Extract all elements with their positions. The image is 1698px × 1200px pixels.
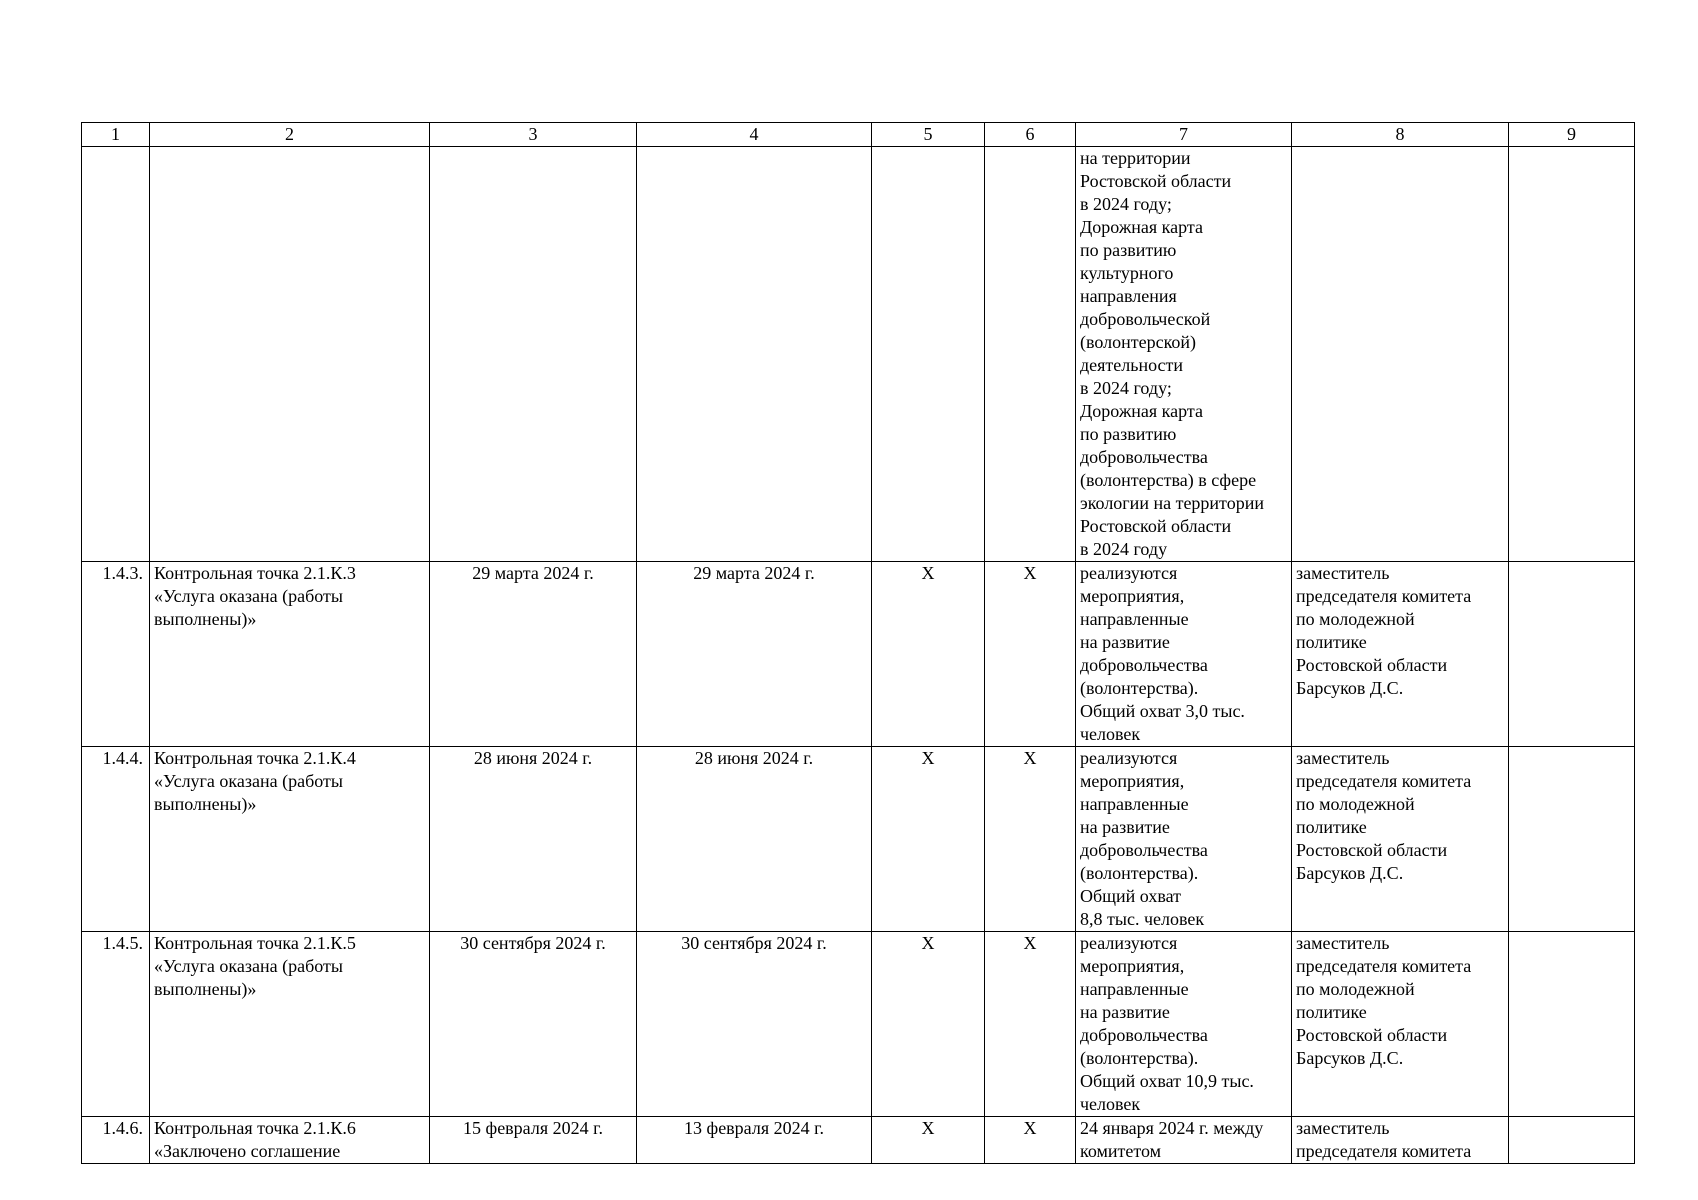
- cell-responsible: заместитель председателя комитета по молодежной политике Ростовской области Барсуков Д.С.: [1292, 932, 1509, 1117]
- table-header: [82, 123, 1635, 147]
- table-row: [82, 562, 1635, 747]
- cell-responsible: заместитель председателя комитета по молодежной политике Ростовской области Барсуков Д.С.: [1292, 562, 1509, 747]
- cell-date-fact: 30 сентября 2024 г.: [637, 932, 872, 1117]
- cell-result: реализуются мероприятия, направленные на развитие добровольчества (волонтерства). Общий охват 10,9 тыс. человек: [1076, 932, 1292, 1117]
- cell-responsible: заместитель председателя комитета по молодежной политике Ростовской области Барсуков Д.С.: [1292, 747, 1509, 932]
- cell-col9: [1509, 562, 1635, 747]
- cell-empty: [1509, 147, 1635, 562]
- cell-col9: [1509, 1117, 1635, 1164]
- table-body: [82, 147, 1635, 1164]
- cell-name: Контрольная точка 2.1.К.5 «Услуга оказана (работы выполнены)»: [150, 932, 430, 1117]
- cell-number: 1.4.4.: [82, 747, 150, 932]
- cell-date-fact: 29 марта 2024 г.: [637, 562, 872, 747]
- cell-result: реализуются мероприятия, направленные на развитие добровольчества (волонтерства). Общий охват 3,0 тыс. человек: [1076, 562, 1292, 747]
- cell-date-plan: 15 февраля 2024 г.: [430, 1117, 637, 1164]
- cell-col6: X: [985, 747, 1076, 932]
- cell-date-fact: 13 февраля 2024 г.: [637, 1117, 872, 1164]
- cell-empty: [1292, 147, 1509, 562]
- cell-number: 1.4.6.: [82, 1117, 150, 1164]
- table-row: [82, 932, 1635, 1117]
- header-col-7: 7: [1076, 123, 1292, 147]
- table-row: [82, 1117, 1635, 1164]
- report-table: [81, 122, 1635, 1164]
- cell-result-continuation: на территории Ростовской области в 2024 году; Дорожная карта по развитию культурного направления добровольческой (волонтерской) деятельности в 2024 году; Дорожная карта по развитию добровольчества (волонтерства) в сфере экологии на территории Ростовской области в 2024 году: [1076, 147, 1292, 562]
- cell-empty: [430, 147, 637, 562]
- table-row: [82, 747, 1635, 932]
- cell-empty: [872, 147, 985, 562]
- cell-date-plan: 30 сентября 2024 г.: [430, 932, 637, 1117]
- cell-col6: X: [985, 562, 1076, 747]
- cell-col5: X: [872, 562, 985, 747]
- cell-date-plan: 28 июня 2024 г.: [430, 747, 637, 932]
- cell-date-plan: 29 марта 2024 г.: [430, 562, 637, 747]
- cell-empty: [985, 147, 1076, 562]
- cell-date-fact: 28 июня 2024 г.: [637, 747, 872, 932]
- header-col-8: 8: [1292, 123, 1509, 147]
- cell-number: 1.4.5.: [82, 932, 150, 1117]
- header-row: [82, 123, 1635, 147]
- header-col-1: 1: [82, 123, 150, 147]
- cell-responsible: заместитель председателя комитета: [1292, 1117, 1509, 1164]
- cell-name: Контрольная точка 2.1.К.4 «Услуга оказана (работы выполнены)»: [150, 747, 430, 932]
- header-col-4: 4: [637, 123, 872, 147]
- cell-result: 24 января 2024 г. между комитетом: [1076, 1117, 1292, 1164]
- table-row-continuation: [82, 147, 1635, 562]
- header-col-5: 5: [872, 123, 985, 147]
- cell-col9: [1509, 932, 1635, 1117]
- cell-col5: X: [872, 747, 985, 932]
- cell-col5: X: [872, 1117, 985, 1164]
- cell-col6: X: [985, 1117, 1076, 1164]
- cell-col5: X: [872, 932, 985, 1117]
- cell-number: 1.4.3.: [82, 562, 150, 747]
- cell-name: Контрольная точка 2.1.К.3 «Услуга оказана (работы выполнены)»: [150, 562, 430, 747]
- header-col-9: 9: [1509, 123, 1635, 147]
- cell-result: реализуются мероприятия, направленные на развитие добровольчества (волонтерства). Общий охват 8,8 тыс. человек: [1076, 747, 1292, 932]
- cell-empty: [82, 147, 150, 562]
- header-col-2: 2: [150, 123, 430, 147]
- header-col-6: 6: [985, 123, 1076, 147]
- header-col-3: 3: [430, 123, 637, 147]
- cell-name: Контрольная точка 2.1.К.6 «Заключено соглашение: [150, 1117, 430, 1164]
- cell-col6: X: [985, 932, 1076, 1117]
- cell-empty: [150, 147, 430, 562]
- cell-col9: [1509, 747, 1635, 932]
- cell-empty: [637, 147, 872, 562]
